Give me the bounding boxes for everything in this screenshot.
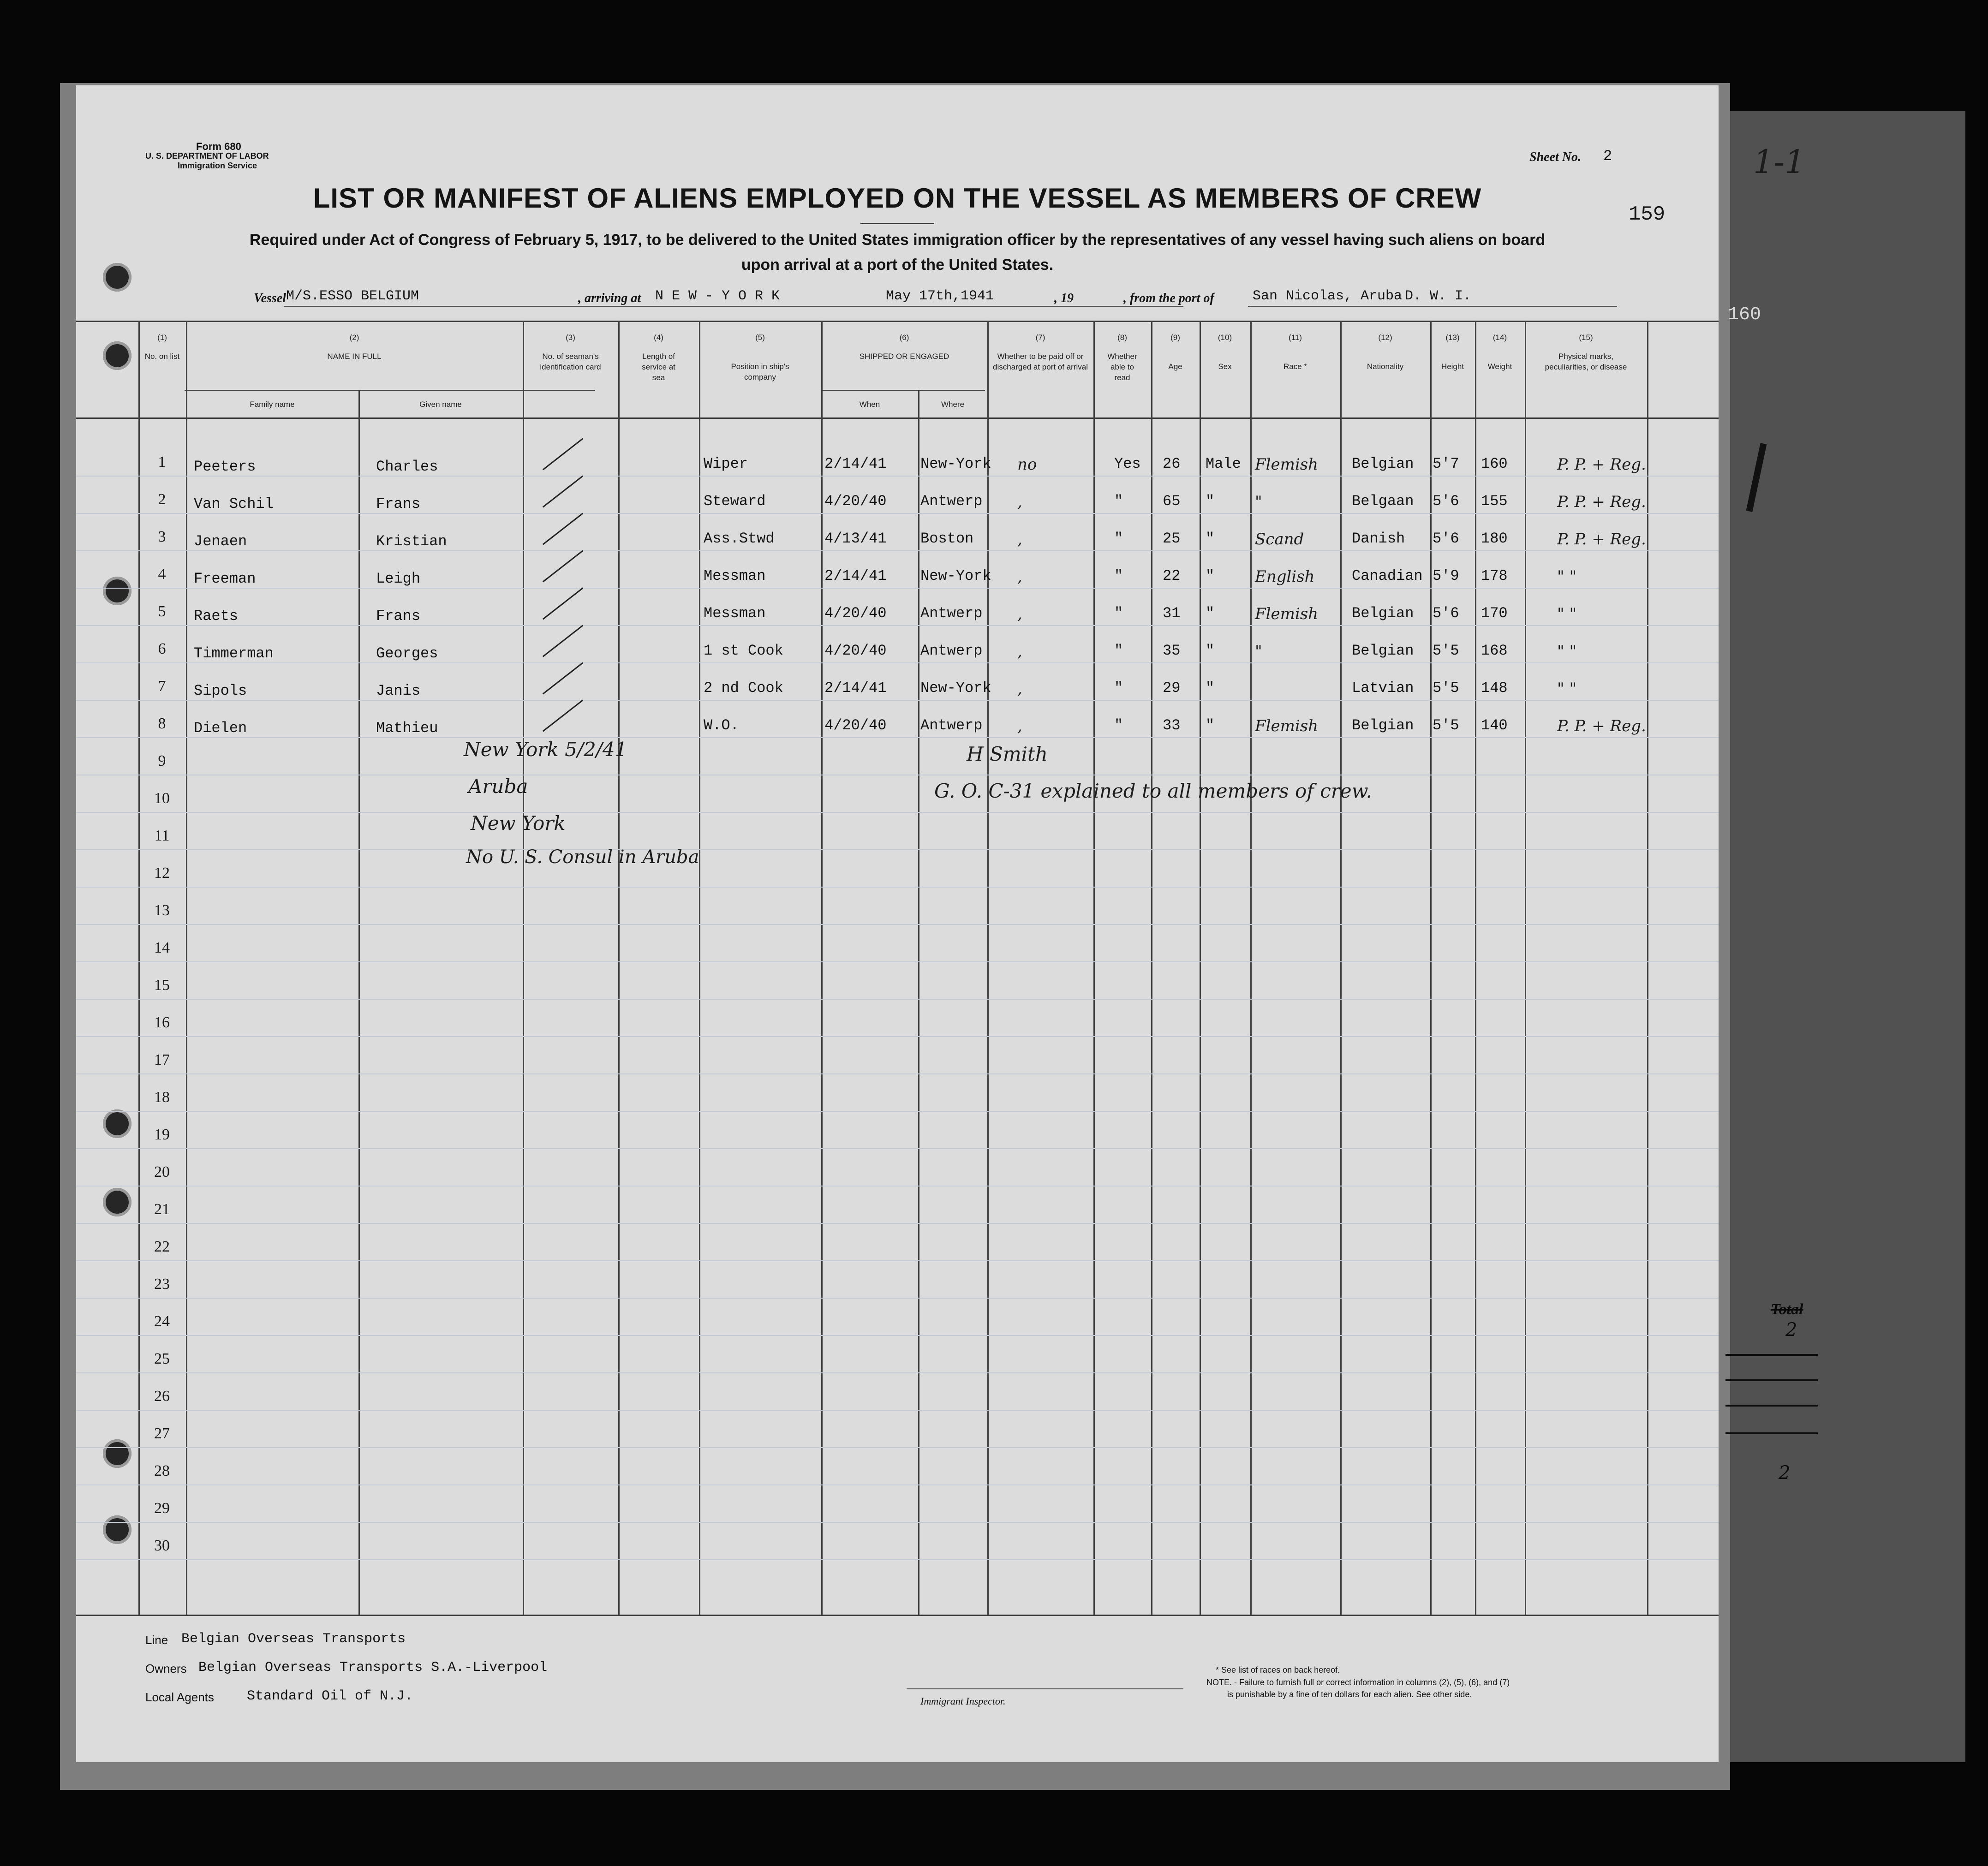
nationality-cell: Belgaan (1352, 493, 1414, 510)
able-to-read-cell: " (1114, 642, 1123, 659)
given-name-cell: Charles (376, 458, 438, 475)
row-rule (76, 513, 1719, 514)
row-number: 30 (154, 1537, 170, 1554)
subtitle-line-2: upon arrival at a port of the United States. (741, 256, 1054, 274)
able-to-read-cell: Yes (1114, 455, 1141, 472)
row-number: 11 (154, 827, 170, 844)
weight-cell: 140 (1481, 717, 1508, 734)
height-cell: 5'6 (1433, 530, 1459, 547)
total-label: Total (1771, 1301, 1803, 1318)
row-rule (76, 924, 1719, 925)
check-mark-icon (543, 550, 584, 582)
nationality-cell: Belgian (1352, 717, 1414, 734)
sex-cell: " (1206, 717, 1215, 734)
arrival-date: May 17th,1941 (886, 288, 994, 304)
race-cell: " (1255, 642, 1262, 661)
page-title: LIST OR MANIFEST OF ALIENS EMPLOYED ON THE VESSEL AS MEMBERS OF CREW (313, 183, 1482, 214)
punch-hole (103, 1109, 131, 1138)
height-cell: 5'5 (1433, 680, 1459, 697)
able-to-read-cell: " (1114, 493, 1123, 510)
tally-rule (1725, 1432, 1818, 1434)
check-mark-icon (543, 513, 584, 545)
col-14-header: (14) Weight (1487, 333, 1512, 371)
col-3-header: (3) No. of seaman's identification card (540, 333, 601, 371)
family-name-cell: Van Schil (194, 495, 274, 513)
age-cell: 25 (1163, 530, 1181, 547)
from-region: D. W. I. (1405, 288, 1472, 304)
family-name-cell: Freeman (194, 570, 256, 587)
age-cell: 65 (1163, 493, 1181, 510)
row-number: 19 (154, 1126, 170, 1143)
paid-off-cell: , (1017, 642, 1022, 661)
position-cell: 2 nd Cook (704, 680, 783, 697)
row-number: 24 (154, 1313, 170, 1330)
given-name-header: Given name (419, 400, 462, 409)
row-number: 28 (154, 1462, 170, 1479)
shipped-when-cell: 4/13/41 (824, 530, 887, 547)
year-label: , 19 (1054, 291, 1074, 305)
punch-hole (103, 341, 131, 370)
able-to-read-cell: " (1114, 530, 1123, 547)
form-number: Form 680 (196, 141, 241, 152)
race-cell: English (1255, 567, 1315, 586)
shipped-when-cell: 4/20/40 (824, 717, 887, 734)
sex-cell: " (1206, 642, 1215, 659)
age-cell: 31 (1163, 605, 1181, 622)
nationality-cell: Belgian (1352, 605, 1414, 622)
inspector-signature: H Smith (967, 743, 1048, 765)
age-cell: 22 (1163, 567, 1181, 584)
row-number: 27 (154, 1425, 170, 1442)
row-rule (76, 662, 1719, 663)
from-port-label: , from the port of (1123, 291, 1214, 305)
height-cell: 5'9 (1433, 567, 1459, 584)
tally-rule (1725, 1379, 1818, 1381)
row-rule (76, 1484, 1719, 1485)
paid-off-cell: , (1017, 605, 1022, 623)
total-value: 2 (1785, 1319, 1797, 1341)
corner-mark: 1-1 (1753, 143, 1805, 181)
able-to-read-cell: " (1114, 717, 1123, 734)
row-rule (76, 1036, 1719, 1037)
row-number: 13 (154, 902, 170, 919)
position-cell: Ass.Stwd (704, 530, 775, 547)
footer-note-1: * See list of races on back hereof. (1216, 1665, 1340, 1675)
row-number: 16 (154, 1014, 170, 1031)
row-number: 8 (158, 715, 166, 732)
col-15-header: (15) Physical marks, peculiarities, or disease (1545, 333, 1627, 371)
given-name-cell: Kristian (376, 533, 447, 550)
given-name-cell: Leigh (376, 570, 421, 587)
col-1-header: (1) No. on list (144, 333, 180, 361)
col-7-header: (7) Whether to be paid off or discharged at port of arrival (993, 333, 1088, 371)
shipped-where-cell: Antwerp (920, 493, 983, 510)
weight-cell: 178 (1481, 567, 1508, 584)
family-name-cell: Dielen (194, 720, 247, 737)
shipped-when-cell: 2/14/41 (824, 680, 887, 697)
race-cell: Scand (1255, 530, 1304, 548)
title-underline (860, 223, 934, 224)
col-6-header: (6) SHIPPED OR ENGAGED (859, 333, 949, 361)
given-name-cell: Mathieu (376, 720, 438, 737)
given-name-cell: Frans (376, 608, 421, 625)
nationality-cell: Danish (1352, 530, 1405, 547)
row-rule (76, 849, 1719, 850)
row-rule (76, 1073, 1719, 1074)
race-cell: Flemish (1255, 455, 1319, 474)
row-rule (76, 1148, 1719, 1149)
col-4-header: (4) Length of service at sea (642, 333, 675, 382)
nationality-cell: Latvian (1352, 680, 1414, 697)
row-number: 23 (154, 1276, 170, 1293)
age-cell: 26 (1163, 455, 1181, 472)
sex-cell: " (1206, 680, 1215, 697)
nationality-cell: Canadian (1352, 567, 1423, 584)
table-header-rule (76, 417, 1719, 419)
row-rule (76, 1260, 1719, 1261)
paid-off-cell: , (1017, 567, 1022, 586)
family-name-cell: Timmerman (194, 645, 274, 662)
nationality-cell: Belgian (1352, 455, 1414, 472)
position-cell: Messman (704, 605, 766, 622)
row-number: 26 (154, 1388, 170, 1405)
shipped-where-header: Where (941, 400, 965, 409)
shipped-when-cell: 4/20/40 (824, 642, 887, 659)
paid-off-cell: , (1017, 717, 1022, 735)
given-name-cell: Frans (376, 495, 421, 513)
tally-rule (1725, 1354, 1818, 1356)
tally-bottom-value: 2 (1779, 1462, 1791, 1484)
physical-marks-cell: P. P. + Reg. (1557, 530, 1646, 548)
col-12-header: (12) Nationality (1367, 333, 1404, 371)
row-rule (76, 476, 1719, 477)
weight-cell: 170 (1481, 605, 1508, 622)
row-rule (76, 1335, 1719, 1336)
row-rule (76, 1559, 1719, 1560)
row-rule (76, 812, 1719, 813)
position-cell: Steward (704, 493, 766, 510)
row-number: 1 (158, 453, 166, 471)
consul-note: No U. S. Consul in Aruba (466, 847, 699, 868)
able-to-read-cell: " (1114, 567, 1123, 584)
paid-off-cell: , (1017, 493, 1022, 511)
physical-marks-cell: " " (1557, 567, 1577, 586)
inspector-label: Immigrant Inspector. (920, 1695, 1006, 1707)
physical-marks-cell: " " (1557, 642, 1577, 661)
shipped-where-cell: Boston (920, 530, 974, 547)
physical-marks-cell: " " (1557, 680, 1577, 698)
shipped-when-header: When (859, 400, 880, 409)
general-order-note: G. O. C-31 explained to all members of crew. (934, 780, 1372, 802)
agents-value: Standard Oil of N.J. (247, 1688, 413, 1704)
row-number: 2 (158, 491, 166, 508)
side-stamp: 160 (1728, 304, 1761, 325)
row-number: 17 (154, 1051, 170, 1068)
line-label: Line (145, 1633, 168, 1647)
row-number: 4 (158, 566, 166, 583)
arriving-port: N E W - Y O R K (655, 288, 780, 304)
owners-value: Belgian Overseas Transports S.A.-Liverpool (198, 1660, 548, 1675)
row-number: 5 (158, 603, 166, 620)
tally-rule (1725, 1405, 1818, 1407)
arriving-label: , arriving at (578, 291, 641, 305)
able-to-read-cell: " (1114, 680, 1123, 697)
height-cell: 5'6 (1433, 605, 1459, 622)
age-cell: 29 (1163, 680, 1181, 697)
punch-hole (103, 1439, 131, 1468)
height-cell: 5'5 (1433, 642, 1459, 659)
row-number: 10 (154, 790, 170, 807)
col-10-header: (10) Sex (1218, 333, 1232, 371)
line-value: Belgian Overseas Transports (181, 1631, 406, 1647)
col-9-header: (9) Age (1168, 333, 1182, 371)
race-cell: Flemish (1255, 605, 1319, 623)
paid-off-cell: , (1017, 530, 1022, 548)
subtitle-line-1: Required under Act of Congress of February 5, 1917, to be delivered to the United States immigration officer by the representatives of any vessel having such aliens on board (249, 231, 1546, 249)
physical-marks-cell: P. P. + Reg. (1557, 493, 1646, 511)
height-cell: 5'6 (1433, 493, 1459, 510)
row-number: 9 (158, 752, 166, 769)
row-number: 6 (158, 640, 166, 657)
shipped-where-cell: Antwerp (920, 717, 983, 734)
shipped-where-cell: New-York (920, 455, 991, 472)
family-name-header: Family name (250, 400, 295, 409)
row-number: 25 (154, 1350, 170, 1367)
race-cell: " (1255, 493, 1262, 511)
check-mark-icon (543, 662, 584, 694)
check-mark-icon (543, 699, 584, 732)
weight-cell: 168 (1481, 642, 1508, 659)
row-number: 12 (154, 864, 170, 882)
row-rule (76, 1447, 1719, 1448)
row-number: 15 (154, 977, 170, 994)
row-rule (76, 1372, 1719, 1373)
manifest-sheet (76, 85, 1719, 1762)
check-mark-icon (543, 475, 584, 507)
row-number: 20 (154, 1163, 170, 1180)
row-number: 22 (154, 1238, 170, 1255)
nationality-cell: Belgian (1352, 642, 1414, 659)
row-rule (76, 588, 1719, 589)
row-number: 21 (154, 1201, 170, 1218)
given-name-cell: Janis (376, 682, 421, 699)
row-rule (76, 1410, 1719, 1411)
row-rule (76, 550, 1719, 551)
able-to-read-cell: " (1114, 605, 1123, 622)
row-number: 7 (158, 678, 166, 695)
row-rule (76, 887, 1719, 888)
position-cell: Messman (704, 567, 766, 584)
footer (76, 1615, 1719, 1762)
age-cell: 33 (1163, 717, 1181, 734)
paid-off-cell: no (1017, 455, 1037, 474)
height-cell: 5'7 (1433, 455, 1459, 472)
check-mark-icon (543, 587, 584, 620)
weight-cell: 160 (1481, 455, 1508, 472)
footer-note-2: NOTE. - Failure to furnish full or correct information in columns (2), (5), (6), and (7) (1206, 1678, 1510, 1687)
race-cell: Flemish (1255, 717, 1319, 735)
paid-off-cell: , (1017, 680, 1022, 698)
row-rule (76, 625, 1719, 626)
position-cell: 1 st Cook (704, 642, 783, 659)
age-cell: 35 (1163, 642, 1181, 659)
page-stamp: 159 (1629, 203, 1666, 226)
weight-cell: 180 (1481, 530, 1508, 547)
shipped-when-cell: 2/14/41 (824, 455, 887, 472)
family-name-cell: Peeters (194, 458, 256, 475)
vessel-label: Vessel (254, 291, 286, 305)
row-rule (76, 961, 1719, 962)
route-note-2: Aruba (468, 775, 528, 798)
physical-marks-cell: P. P. + Reg. (1557, 455, 1646, 474)
sex-cell: " (1206, 567, 1215, 584)
height-cell: 5'5 (1433, 717, 1459, 734)
punch-hole (103, 577, 131, 605)
row-rule (76, 700, 1719, 701)
col-8-header: (8) Whether able to read (1107, 333, 1137, 382)
service: Immigration Service (178, 161, 257, 170)
position-cell: Wiper (704, 455, 748, 472)
col-11-header: (11) Race * (1283, 333, 1307, 371)
row-number: 3 (158, 528, 166, 545)
sheet-label: Sheet No. (1529, 150, 1581, 164)
sex-cell: " (1206, 605, 1215, 622)
row-number: 14 (154, 939, 170, 956)
shipped-where-cell: Antwerp (920, 605, 983, 622)
route-note-1: New York 5/2/41 (464, 738, 627, 761)
row-rule (76, 1111, 1719, 1112)
shipped-where-cell: New-York (920, 567, 991, 584)
sex-cell: Male (1206, 455, 1241, 472)
check-mark-icon (543, 625, 584, 657)
shipped-where-cell: New-York (920, 680, 991, 697)
punch-hole (103, 1515, 131, 1544)
shipped-when-cell: 2/14/41 (824, 567, 887, 584)
family-name-cell: Sipols (194, 682, 247, 699)
weight-cell: 155 (1481, 493, 1508, 510)
weight-cell: 148 (1481, 680, 1508, 697)
row-rule (76, 1522, 1719, 1523)
row-number: 18 (154, 1089, 170, 1106)
family-name-cell: Jenaen (194, 533, 247, 550)
vessel-name: M/S.ESSO BELGIUM (286, 288, 419, 304)
agents-label: Local Agents (145, 1690, 214, 1704)
col-2-header: (2) NAME IN FULL (327, 333, 382, 361)
sex-cell: " (1206, 530, 1215, 547)
row-rule (76, 737, 1719, 738)
punch-hole (103, 1188, 131, 1216)
owners-label: Owners (145, 1662, 187, 1675)
given-name-cell: Georges (376, 645, 438, 662)
family-name-cell: Raets (194, 608, 239, 625)
shipped-when-cell: 4/20/40 (824, 605, 887, 622)
shipped-when-cell: 4/20/40 (824, 493, 887, 510)
col-13-header: (13) Height (1441, 333, 1464, 371)
sex-cell: " (1206, 493, 1215, 510)
col-5-header: (5) Position in ship's company (731, 333, 789, 382)
row-rule (76, 1223, 1719, 1224)
position-cell: W.O. (704, 717, 739, 734)
vessel-line (76, 288, 1719, 311)
check-mark-icon (543, 438, 584, 470)
row-rule (76, 999, 1719, 1000)
physical-marks-cell: " " (1557, 605, 1577, 623)
footer-note-3: is punishable by a fine of ten dollars for each alien. See other side. (1227, 1690, 1472, 1699)
sheet-number: 2 (1603, 148, 1612, 165)
row-number: 29 (154, 1500, 170, 1517)
department: U. S. DEPARTMENT OF LABOR (145, 151, 269, 161)
shipped-where-cell: Antwerp (920, 642, 983, 659)
table-top-rule (76, 321, 1719, 322)
row-rule (76, 1298, 1719, 1299)
route-note-3: New York (471, 812, 566, 835)
from-port: San Nicolas, Aruba (1253, 288, 1403, 304)
physical-marks-cell: P. P. + Reg. (1557, 717, 1646, 735)
